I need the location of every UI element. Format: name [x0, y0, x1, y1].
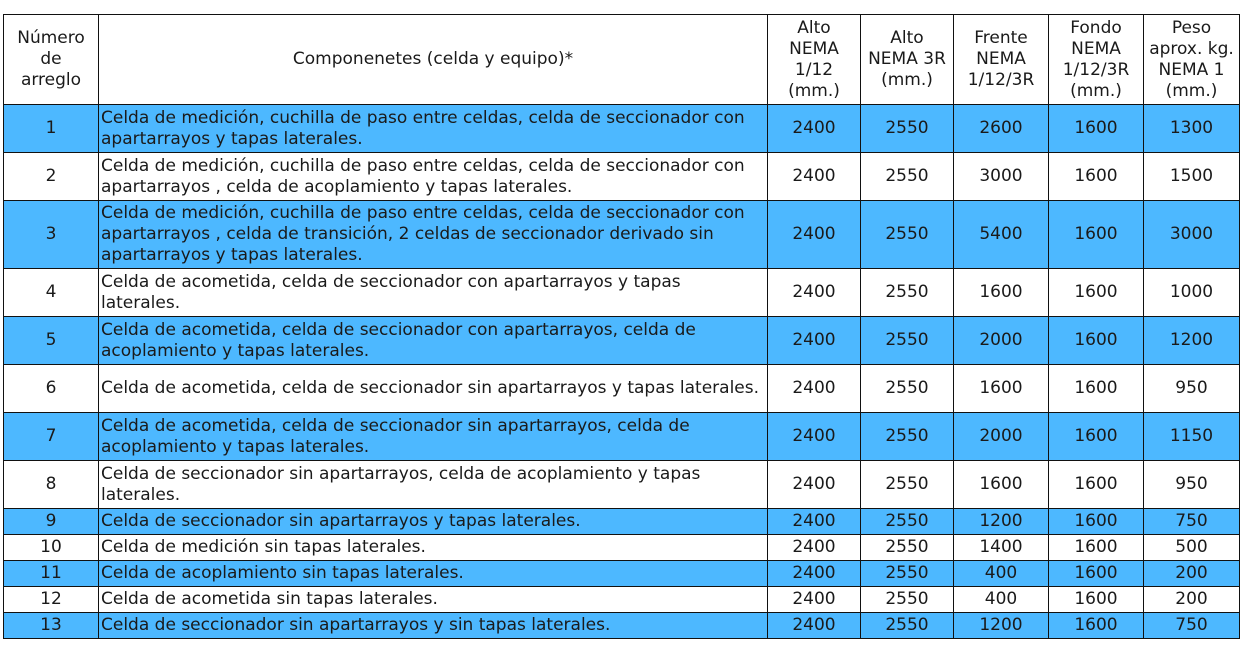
table-row: [4, 201, 1240, 269]
cell-componentes: Celda de acometida, celda de seccionador con apartarrayos y tapas laterales.: [99, 269, 768, 317]
specifications-table: [3, 14, 1240, 639]
cell-numero: 5: [4, 317, 99, 365]
table-row: [4, 613, 1240, 639]
cell-alto-3r: 2550: [861, 153, 954, 201]
cell-componentes: Celda de acoplamiento sin tapas laterales.: [99, 561, 768, 587]
cell-frente: 1600: [954, 461, 1049, 509]
cell-alto-1-12: 2400: [768, 269, 861, 317]
cell-fondo: 1600: [1049, 587, 1144, 613]
header-numero-arreglo: Número de arreglo: [4, 15, 99, 105]
cell-alto-3r: 2550: [861, 509, 954, 535]
cell-alto-1-12: 2400: [768, 365, 861, 413]
table-row: [4, 153, 1240, 201]
header-peso: Peso aprox. kg. NEMA 1 (mm.): [1144, 15, 1240, 105]
cell-alto-3r: 2550: [861, 365, 954, 413]
cell-alto-3r: 2550: [861, 613, 954, 639]
cell-fondo: 1600: [1049, 535, 1144, 561]
cell-alto-1-12: 2400: [768, 105, 861, 153]
cell-fondo: 1600: [1049, 317, 1144, 365]
cell-frente: 2600: [954, 105, 1049, 153]
cell-alto-3r: 2550: [861, 105, 954, 153]
cell-fondo: 1600: [1049, 153, 1144, 201]
cell-alto-3r: 2550: [861, 561, 954, 587]
cell-peso: 500: [1144, 535, 1240, 561]
cell-numero: 4: [4, 269, 99, 317]
header-row: [4, 15, 1240, 105]
cell-numero: 9: [4, 509, 99, 535]
cell-fondo: 1600: [1049, 413, 1144, 461]
table-row: [4, 269, 1240, 317]
cell-alto-3r: 2550: [861, 587, 954, 613]
cell-alto-3r: 2550: [861, 201, 954, 269]
cell-alto-3r: 2550: [861, 269, 954, 317]
cell-frente: 1200: [954, 613, 1049, 639]
cell-alto-1-12: 2400: [768, 461, 861, 509]
cell-alto-1-12: 2400: [768, 317, 861, 365]
cell-alto-1-12: 2400: [768, 201, 861, 269]
cell-componentes: Celda de acometida, celda de seccionador con apartarrayos, celda de acoplamiento y tapas laterales.: [99, 317, 768, 365]
cell-frente: 2000: [954, 317, 1049, 365]
table-row: [4, 461, 1240, 509]
cell-peso: 1150: [1144, 413, 1240, 461]
header-alto-nema-3r: Alto NEMA 3R (mm.): [861, 15, 954, 105]
header-alto-nema-1-12: Alto NEMA 1/12 (mm.): [768, 15, 861, 105]
table-row: [4, 509, 1240, 535]
cell-alto-3r: 2550: [861, 413, 954, 461]
cell-peso: 950: [1144, 461, 1240, 509]
cell-frente: 400: [954, 587, 1049, 613]
table-row: [4, 365, 1240, 413]
cell-numero: 6: [4, 365, 99, 413]
cell-numero: 11: [4, 561, 99, 587]
cell-numero: 12: [4, 587, 99, 613]
cell-fondo: 1600: [1049, 509, 1144, 535]
cell-numero: 2: [4, 153, 99, 201]
cell-frente: 5400: [954, 201, 1049, 269]
cell-frente: 1400: [954, 535, 1049, 561]
cell-alto-1-12: 2400: [768, 509, 861, 535]
cell-numero: 10: [4, 535, 99, 561]
table-row: [4, 413, 1240, 461]
cell-componentes: Celda de seccionador sin apartarrayos y tapas laterales.: [99, 509, 768, 535]
cell-alto-3r: 2550: [861, 461, 954, 509]
cell-frente: 400: [954, 561, 1049, 587]
cell-fondo: 1600: [1049, 561, 1144, 587]
cell-alto-1-12: 2400: [768, 153, 861, 201]
header-componentes: Componenetes (celda y equipo)*: [99, 15, 768, 105]
cell-alto-1-12: 2400: [768, 587, 861, 613]
cell-peso: 200: [1144, 587, 1240, 613]
cell-fondo: 1600: [1049, 461, 1144, 509]
cell-componentes: Celda de medición, cuchilla de paso entre celdas, celda de seccionador con apartarrayos , celda de transición, 2 celdas de seccionador derivado sin apartarrayos y tapas laterales.: [99, 201, 768, 269]
cell-componentes: Celda de acometida, celda de seccionador sin apartarrayos, celda de acoplamiento y tapas laterales.: [99, 413, 768, 461]
cell-peso: 1200: [1144, 317, 1240, 365]
cell-frente: 1600: [954, 269, 1049, 317]
cell-componentes: Celda de acometida sin tapas laterales.: [99, 587, 768, 613]
cell-componentes: Celda de medición, cuchilla de paso entre celdas, celda de seccionador con apartarrayos y tapas laterales.: [99, 105, 768, 153]
cell-fondo: 1600: [1049, 269, 1144, 317]
cell-frente: 2000: [954, 413, 1049, 461]
cell-numero: 13: [4, 613, 99, 639]
cell-peso: 750: [1144, 613, 1240, 639]
cell-alto-3r: 2550: [861, 535, 954, 561]
cell-componentes: Celda de seccionador sin apartarrayos y sin tapas laterales.: [99, 613, 768, 639]
cell-alto-1-12: 2400: [768, 535, 861, 561]
cell-alto-1-12: 2400: [768, 561, 861, 587]
cell-peso: 1000: [1144, 269, 1240, 317]
cell-numero: 1: [4, 105, 99, 153]
cell-peso: 950: [1144, 365, 1240, 413]
table-row: [4, 317, 1240, 365]
cell-alto-1-12: 2400: [768, 613, 861, 639]
cell-componentes: Celda de acometida, celda de seccionador sin apartarrayos y tapas laterales.: [99, 365, 768, 413]
cell-fondo: 1600: [1049, 613, 1144, 639]
cell-numero: 3: [4, 201, 99, 269]
cell-peso: 750: [1144, 509, 1240, 535]
cell-componentes: Celda de seccionador sin apartarrayos, celda de acoplamiento y tapas laterales.: [99, 461, 768, 509]
cell-peso: 1300: [1144, 105, 1240, 153]
table-row: [4, 105, 1240, 153]
cell-alto-3r: 2550: [861, 317, 954, 365]
cell-peso: 200: [1144, 561, 1240, 587]
cell-frente: 1200: [954, 509, 1049, 535]
cell-componentes: Celda de medición sin tapas laterales.: [99, 535, 768, 561]
header-frente: Frente NEMA 1/12/3R: [954, 15, 1049, 105]
cell-fondo: 1600: [1049, 105, 1144, 153]
cell-componentes: Celda de medición, cuchilla de paso entre celdas, celda de seccionador con apartarrayos , celda de acoplamiento y tapas laterales.: [99, 153, 768, 201]
cell-frente: 1600: [954, 365, 1049, 413]
cell-numero: 8: [4, 461, 99, 509]
cell-fondo: 1600: [1049, 365, 1144, 413]
cell-peso: 1500: [1144, 153, 1240, 201]
table-row: [4, 587, 1240, 613]
table-row: [4, 561, 1240, 587]
header-fondo: Fondo NEMA 1/12/3R (mm.): [1049, 15, 1144, 105]
cell-numero: 7: [4, 413, 99, 461]
cell-peso: 3000: [1144, 201, 1240, 269]
cell-alto-1-12: 2400: [768, 413, 861, 461]
cell-fondo: 1600: [1049, 201, 1144, 269]
cell-frente: 3000: [954, 153, 1049, 201]
table-row: [4, 535, 1240, 561]
